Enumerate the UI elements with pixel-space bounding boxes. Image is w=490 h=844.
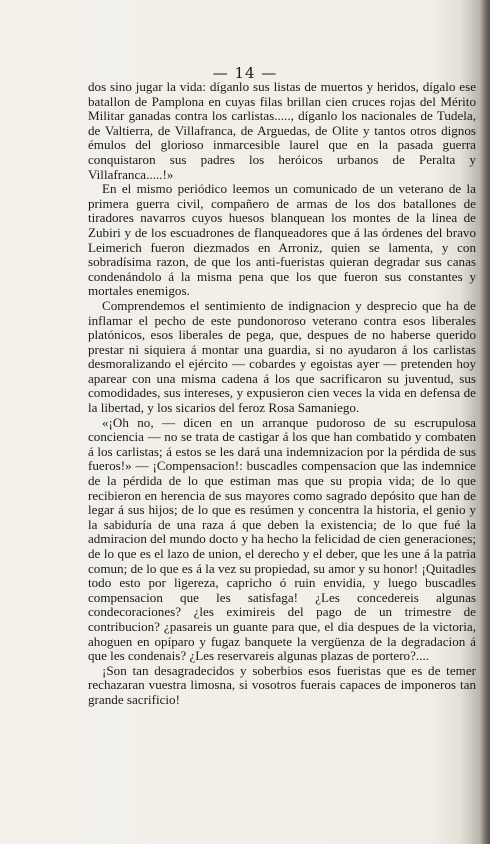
page-number: — 14 — bbox=[212, 64, 278, 82]
paragraph-4: «¡Oh no, — dicen en un arranque pudoroso de su escrupulosa conciencia — no se trata de castigar á los que han combatido y combaten á los carlistas; á estos se les dará una indemnizacion por la pérdida de sus fueros!» — ¡Compensacion!: buscadles compensacion que las indemnice de la pérdida de lo que estiman mas que su propia vida; de lo que recibieron en herencia de sus mayores como sagrado depósito que han de legar á sus hijos; de lo que es resúmen y concentra la historia, el genio y la sabiduría de una raza á que deben la existencia; de lo que fué la admiracion del mundo docto y ha hecho la felicidad de cien generaciones; de lo que es el lazo de union, el derecho y el deber, que les une á la patria comun; de lo que es á la vez su propiedad, su amor y su honor! ¡Quitadles todo esto por ligereza, capricho ó ruin envidia, y luego buscadles compensacion que les satisfaga! ¿Les concedereis algunas condecoraciones? ¿les eximireis del pago de un trimestre de contribucion? ¿pasareis un guante para que, el dia despues de la victoria, ahoguen en opíparo y fugaz banquete la vergüenza de la degradacion á que les condenais? ¿Les reservareis algunas plazas de portero?.... bbox=[88, 414, 476, 664]
paragraph-3: Comprendemos el sentimiento de indignacion y desprecio que ha de inflamar el pecho de este pundonoroso veterano contra esos liberales platónicos, esos liberales de pega, que, despues de no haberse querido prestar ni siquiera á montar una guardia, si no ayudaron á los carlistas desmoralizando el ejército — cobardes y egoistas ayer — pretenden hoy aparear con una misma cadena á los que sacrificaron su juventud, sus comodidades, sus intereses, y expusieron cien veces la vida en defensa de la libertad, y los sicarios del feroz Rosa Samaniego. bbox=[88, 297, 476, 416]
body-text bbox=[88, 80, 476, 708]
paragraph-1: dos sino jugar la vida: díganlo sus listas de muertos y heridos, dígalo ese batallon de Pamplona en cuyas filas brillan cien cruces rojas del Mérito Militar ganadas contra los carlistas....., díganlo los nacionales de Tudela, de Valtierra, de Villafranca, de Arguedas, de Olite y tantos otros dignos émulos del glorioso inmarcesible laurel que en la pasada guerra conquistaron sus padres los heróicos urbanos de Peralta y Villafranca.....!» bbox=[88, 79, 476, 182]
paragraph-5: ¡Son tan desagradecidos y soberbios esos fueristas que es de temer rechazaran vuestra limosna, si vosotros fuerais capaces de imponeros tan grande sacrificio! bbox=[88, 662, 476, 707]
paragraph-2: En el mismo periódico leemos un comunicado de un veterano de la primera guerra civil, compañero de armas de los dos batallones de tiradores navarros cuyos huesos blanquean los montes de la linea de Zubiri y de los escuadrones de flanqueadores que á las órdenes del bravo Leimerich fueron diezmados en Arroniz, quien se lamenta, y con sobradísima razon, de que los anti-fueristas quieran degradar sus canas condenándolo á la misma pena que los que fueron sus constantes y mortales enemigos. bbox=[88, 181, 476, 299]
page-edge-shadow bbox=[480, 0, 490, 844]
